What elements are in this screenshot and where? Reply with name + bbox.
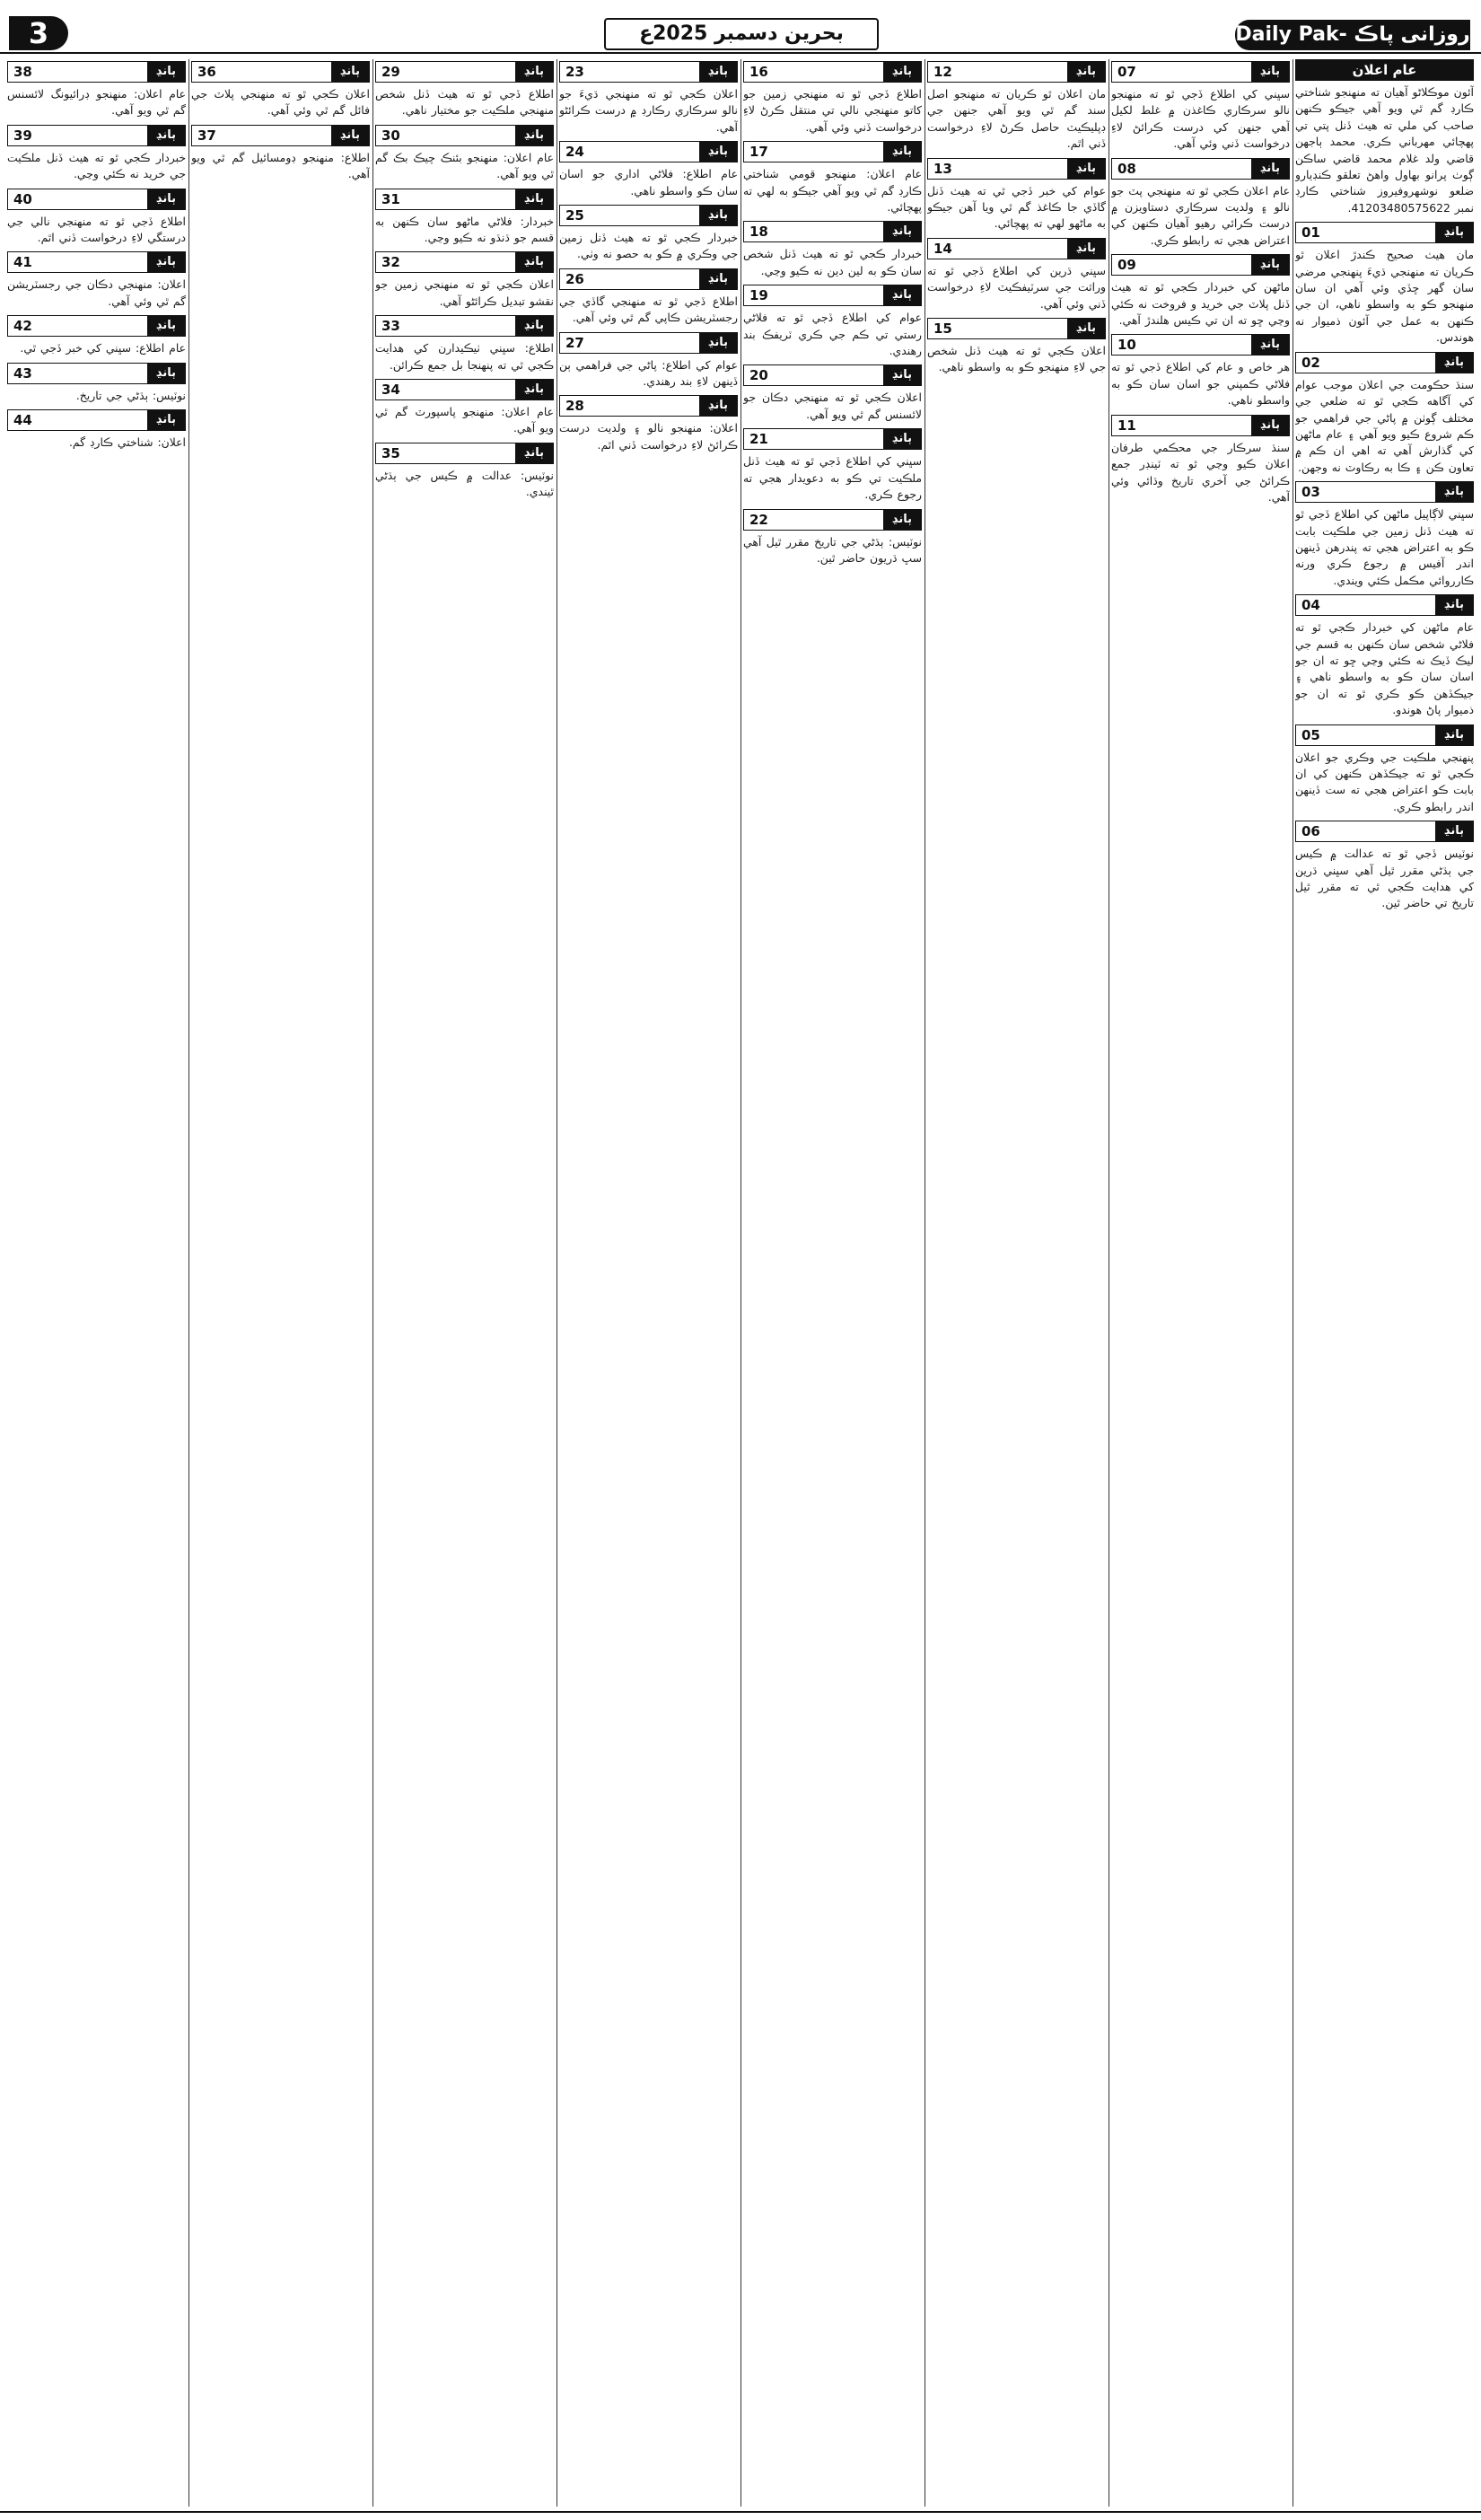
notice-number-bar [7, 363, 186, 384]
notice-tag: ٻانڍ [1067, 62, 1105, 82]
notice-number: 36 [197, 64, 216, 80]
notice-number-bar [927, 318, 1106, 339]
notice-number: 26 [565, 270, 584, 287]
notice-text: ماڻهن کي خبردار ڪجي ٿو ته هيٺ ڏنل پلاٽ جي خريد و فروخت نه ڪئي وڃي ڇو ته ان تي ڪيس هلندڙ آهي. [1111, 280, 1290, 328]
notice-number: 11 [1117, 417, 1136, 434]
notice-tag: ٻانڍ [1251, 416, 1289, 435]
notice-number-bar [375, 315, 554, 337]
column-5 [559, 59, 738, 2507]
notice-number-bar [1295, 821, 1474, 842]
notice-text: اعلان: منهنجي دڪان جي رجسٽريشن گم ٿي وئي آهي. [7, 277, 186, 308]
notice-text: عوام کي خبر ڏجي ٿي ته هيٺ ڏنل گاڏي جا ڪاغذ گم ٿي ويا آهن جيڪو به ماڻهو لهي ته پهچائي. [927, 183, 1106, 231]
notice-text: اعلان ڪجي ٿو ته منهنجي ڌيءَ جو نالو سرڪاري رڪارڊ ۾ درست ڪرائڻو آهي. [559, 87, 738, 134]
page-number: 3 [9, 16, 68, 50]
notice-tag: ٻانڍ [1067, 319, 1105, 338]
notice-number-bar [375, 251, 554, 273]
notice-number: 03 [1301, 484, 1320, 501]
notice-tag: ٻانڍ [331, 62, 369, 82]
notice-text: سڀني لاڳاپيل ماڻهن کي اطلاع ڏجي ٿو ته هيٺ ڏنل زمين جي ملڪيت بابت ڪو به اعتراض هجي ته پندرهن ڏينهن اندر آفيس ۾ رجوع ڪري ورنه ڪارروائي مڪمل ڪئي ويندي. [1295, 507, 1474, 587]
notice-number-bar [375, 443, 554, 464]
notice-number-bar [559, 61, 738, 83]
notice-number-bar [1111, 158, 1290, 180]
notice-tag: ٻانڍ [1067, 239, 1105, 259]
notice [1295, 59, 1474, 216]
notice [743, 509, 922, 567]
notice [1111, 415, 1290, 506]
notice-text: عام اعلان: منهنجو پاسپورٽ گم ٿي ويو آهي. [375, 405, 554, 435]
notice-tag: ٻانڍ [515, 380, 553, 400]
notice [191, 125, 370, 183]
column-2 [1111, 59, 1290, 2507]
notice-text: عام اعلان: منهنجو بئنڪ چيڪ بڪ گم ٿي ويو آهي. [375, 150, 554, 181]
notice-number-bar [7, 409, 186, 431]
notice-number-bar [1111, 254, 1290, 276]
notice-text: نوٽيس: ٻڌڻي جي تاريخ مقرر ٿيل آهي سڀ ڌريون حاضر ٿين. [743, 534, 922, 565]
notice [1111, 334, 1290, 408]
notice-number-bar [743, 509, 922, 531]
notice-number: 17 [749, 144, 768, 161]
notice-number: 14 [933, 240, 952, 257]
notice-number: 21 [749, 431, 768, 448]
notice-number-bar [743, 141, 922, 162]
notice-tag: ٻانڍ [1067, 159, 1105, 179]
notice-tag: ٻانڍ [883, 365, 921, 385]
notice-number-bar [927, 61, 1106, 83]
notice-number-bar [191, 125, 370, 146]
notice-tag: ٻانڍ [699, 396, 737, 416]
notice-text: عوام کي اطلاع: پاڻي جي فراهمي ٻن ڏينهن لاءِ بند رهندي. [559, 357, 738, 389]
notice-text: نوٽيس: ٻڌڻي جي تاريخ. [75, 388, 186, 402]
notice-text: اطلاع ڏجي ٿو ته منهنجي نالي جي درستگي لاءِ درخواست ڏني اٿم. [7, 214, 186, 245]
notice-tag: ٻانڍ [1435, 725, 1473, 745]
notice-tag: ٻانڍ [699, 142, 737, 162]
notice-number: 37 [197, 127, 216, 144]
notice-text: مان اعلان ٿو ڪريان ته منهنجو اصل سند گم ٿي ويو آهي جنهن جي ڊپليڪيٽ حاصل ڪرڻ لاءِ درخواست ڏني اٿم. [927, 87, 1106, 151]
notice-text: اعلان ڪجي ٿو ته منهنجي زمين جو نقشو تبديل ڪرائڻو آهي. [375, 277, 554, 308]
notice-number-bar [743, 221, 922, 242]
notice [1295, 821, 1474, 912]
notice-tag: ٻانڍ [1251, 255, 1289, 275]
notice [927, 238, 1106, 312]
column-divider [556, 59, 557, 2507]
notice-number: 42 [13, 318, 32, 335]
notice-number: 39 [13, 127, 32, 144]
notice-number: 25 [565, 207, 584, 224]
notice-number: 09 [1117, 257, 1136, 274]
notice-number-bar [559, 268, 738, 290]
notice-tag: ٻانڍ [1435, 595, 1473, 615]
notice-number-bar [1295, 352, 1474, 373]
notice-text: عام ماڻهن کي خبردار ڪجي ٿو ته فلاڻي شخص سان ڪنهن به قسم جي ليڪ ڏيڪ نه ڪئي وڃي ڇو ته ان جو اسان سان ڪو به واسطو ناهي ۽ جيڪڏهن ڪو ڪري ٿو ته ان جو ذميوار پاڻ هوندو. [1295, 620, 1474, 717]
notice-number-bar [7, 315, 186, 337]
notice-text: خبردار ڪجي ٿو ته هيٺ ڏنل ملڪيت جي خريد نه ڪئي وڃي. [7, 150, 186, 181]
top-rule [0, 52, 1481, 54]
notice [743, 285, 922, 359]
notice-number-bar [375, 189, 554, 210]
column-divider [740, 59, 741, 2507]
notice-text: اعلان: شناختي ڪارڊ گم. [68, 435, 186, 450]
notice-number-bar [375, 379, 554, 400]
notice [375, 125, 554, 183]
notice [191, 61, 370, 119]
notice-tag: ٻانڍ [883, 62, 921, 82]
notice [927, 61, 1106, 153]
column-4 [743, 59, 922, 2507]
column-6 [375, 59, 554, 2507]
notice [375, 443, 554, 501]
notice-tag: ٻانڍ [883, 285, 921, 305]
notice-number-bar [1295, 222, 1474, 243]
notice [7, 315, 186, 356]
notice-text: سنڌ سرڪار جي محڪمي طرفان اعلان ڪيو وڃي ٿو ته ٽينڊر جمع ڪرائڻ جي آخري تاريخ وڌائي وئي آهي. [1111, 440, 1290, 504]
notice-number-bar [559, 141, 738, 162]
column-divider [188, 59, 189, 2507]
notice-tag: ٻانڍ [147, 189, 185, 209]
notice-text: عام اعلان ڪجي ٿو ته منهنجي پٽ جو نالو ۽ ولديت سرڪاري دستاويزن ۾ درست ڪرائي رهيو آهيان ڪنهن کي اعتراض هجي ته رابطو ڪري. [1111, 183, 1290, 247]
notice-number-bar [559, 332, 738, 354]
notice-text: اعلان ڪجي ٿو ته هيٺ ڏنل شخص جي لاءِ منهنجو ڪو به واسطو ناهي. [927, 344, 1106, 374]
notice-number-bar [1295, 724, 1474, 746]
notice-text: آئون موڪلاڻو آهيان ته منهنجو شناختي ڪارڊ گم ٿي ويو آهي جيڪو ڪنهن صاحب کي ملي ته هيٺ ڏنل پتي تي پهچائي مهرباني ڪري. محمد ٻاجهن قاضي ولد غلام محمد قاضي ساڪن ڳوٺ پرانو بهاول واهڻ تعلقو ڪنڊيارو ضلعو نوشهروفيروز شناختي ڪارڊ نمبر 41203480575622. [1295, 85, 1474, 215]
notice [1111, 254, 1290, 329]
notice [559, 332, 738, 391]
notice-number: 31 [381, 190, 400, 207]
column-3 [927, 59, 1106, 2507]
notice-text: اطلاع: منهنجو ڊومسائيل گم ٿي ويو آهي. [191, 150, 370, 181]
notice-number-bar [559, 395, 738, 417]
notice-number: 01 [1301, 224, 1320, 241]
notice [1111, 61, 1290, 153]
notice-text: عام اطلاع: سڀني کي خبر ڏجي ٿي. [20, 341, 186, 356]
notice-number-bar [7, 61, 186, 83]
notice [7, 363, 186, 404]
bottom-rule [0, 2511, 1481, 2513]
notice [7, 409, 186, 451]
notice-heading: عام اعلان [1295, 59, 1474, 81]
notice-text: خبردار: فلاڻي ماڻهو سان ڪنهن به قسم جو ڌنڌو نه ڪيو وڃي. [375, 214, 554, 245]
notice-number: 40 [13, 190, 32, 207]
notice-number-bar [743, 364, 922, 386]
notice-number: 02 [1301, 354, 1320, 371]
notice-text: عوام کي اطلاع ڏجي ٿو ته فلاڻي رستي تي ڪم جي ڪري ٽريفڪ بند رهندي. [743, 311, 922, 358]
notice-tag: ٻانڍ [883, 510, 921, 530]
notice-text: اطلاع ڏجي ٿو ته منهنجي زمين جو کاتو منهنجي نالي تي منتقل ڪرڻ لاءِ درخواست ڏني وئي آهي. [743, 87, 922, 134]
notice-tag: ٻانڍ [515, 316, 553, 336]
notice [1295, 724, 1474, 816]
notice [1295, 222, 1474, 346]
notice-tag: ٻانڍ [1251, 335, 1289, 355]
notice-number-bar [743, 285, 922, 306]
notice-number: 29 [381, 64, 400, 80]
notice [559, 395, 738, 453]
notice [375, 189, 554, 247]
notice-text: نوٽيس ڏجي ٿو ته عدالت ۾ ڪيس جي ٻڌڻي مقرر ٿيل آهي سڀني ڌرين کي هدايت ڪجي ٿي ته مقرر ٿيل تاريخ تي حاضر ٿين. [1295, 847, 1474, 910]
notice [375, 61, 554, 119]
notice-number: 10 [1117, 337, 1136, 354]
notice [743, 364, 922, 423]
notice-number: 19 [749, 287, 768, 304]
notice-number: 20 [749, 367, 768, 384]
notice [1111, 158, 1290, 250]
notice-tag: ٻانڍ [515, 189, 553, 209]
notice-tag: ٻانڍ [1435, 223, 1473, 242]
notice [7, 61, 186, 119]
notice [1295, 352, 1474, 476]
notice-number: 05 [1301, 726, 1320, 743]
notice-tag: ٻانڍ [1435, 353, 1473, 373]
notice-number: 43 [13, 364, 32, 382]
notice-number-bar [927, 238, 1106, 259]
notice-tag: ٻانڍ [1251, 159, 1289, 179]
notice-number: 38 [13, 64, 32, 80]
notice-tag: ٻانڍ [1251, 62, 1289, 82]
notice-number: 41 [13, 254, 32, 271]
notice-number-bar [7, 251, 186, 273]
notice [7, 189, 186, 247]
notice-tag: ٻانڍ [515, 252, 553, 272]
notice-number: 30 [381, 127, 400, 144]
notice-number: 33 [381, 318, 400, 335]
notice-tag: ٻانڍ [883, 222, 921, 241]
notice-text: سڀني کي اطلاع ڏجي ٿو ته هيٺ ڏنل ملڪيت تي ڪو به دعويدار هجي ته رجوع ڪري. [743, 454, 922, 502]
notice-number: 04 [1301, 597, 1320, 614]
notice-number-bar [375, 61, 554, 83]
notice-number: 12 [933, 64, 952, 80]
notice-tag: ٻانڍ [147, 126, 185, 145]
notice-number: 24 [565, 144, 584, 161]
notice [559, 61, 738, 136]
notice-tag: ٻانڍ [515, 62, 553, 82]
notice-tag: ٻانڍ [1435, 821, 1473, 841]
notice-text: اعلان ڪجي ٿو ته منهنجي پلاٽ جي فائل گم ٿي وئي آهي. [191, 87, 370, 118]
notice [743, 428, 922, 503]
column-8 [7, 59, 186, 2507]
notice-text: اعلان: منهنجو نالو ۽ ولديت درست ڪرائڻ لاءِ درخواست ڏني اٿم. [559, 421, 738, 452]
notice-text: خبردار ڪجي ٿو ته هيٺ ڏنل شخص سان ڪو به لين دين نه ڪيو وڃي. [743, 247, 922, 277]
notice-number-bar [7, 125, 186, 146]
notice [743, 61, 922, 136]
masthead [0, 0, 1481, 56]
notice [7, 251, 186, 310]
notice-tag: ٻانڍ [147, 316, 185, 336]
notice-number: 23 [565, 64, 584, 80]
notice-tag: ٻانڍ [515, 443, 553, 463]
notice-number-bar [1111, 61, 1290, 83]
notice-tag: ٻانڍ [147, 252, 185, 272]
notice-text: عام اعلان: منهنجو قومي شناختي ڪارڊ گم ٿي ويو آهي جيڪو به لهي ته پهچائي. [743, 167, 922, 215]
notice-text: اطلاع ڏجي ٿو ته هيٺ ڏنل شخص منهنجي ملڪيت جو مختيار ناهي. [375, 87, 554, 118]
notice-number: 32 [381, 254, 400, 271]
issue-date: بحرین دسمبر 2025ع [604, 18, 879, 50]
notice-text: عام اطلاع: فلاڻي اداري جو اسان سان ڪو واسطو ناهي. [559, 167, 738, 198]
notice-text: اطلاع ڏجي ٿو ته منهنجي گاڏي جي رجسٽريشن ڪاپي گم ٿي وئي آهي. [559, 294, 738, 325]
notice-number-bar [743, 428, 922, 450]
notice-number-bar [1111, 415, 1290, 436]
notice-tag: ٻانڍ [883, 142, 921, 162]
column-7 [191, 59, 370, 2507]
notice [375, 379, 554, 437]
notice-number-bar [927, 158, 1106, 180]
notice-number: 44 [13, 412, 32, 429]
column-divider [372, 59, 373, 2507]
notice [1295, 481, 1474, 589]
notice [7, 125, 186, 183]
notice-tag: ٻانڍ [699, 206, 737, 225]
notice-number: 34 [381, 382, 400, 399]
notice-number-bar [191, 61, 370, 83]
notice [559, 205, 738, 263]
notice-text: سڀني کي اطلاع ڏجي ٿو ته منهنجو نالو سرڪاري ڪاغذن ۾ غلط لکيل آهي جنهن کي درست ڪرائڻ لاءِ درخواست ڏني وئي آهي. [1111, 87, 1290, 151]
notice-tag: ٻانڍ [699, 269, 737, 289]
notice [1295, 594, 1474, 718]
notice [927, 158, 1106, 233]
notice [559, 268, 738, 327]
notice-text: سنڌ حڪومت جي اعلان موجب عوام کي آگاهه ڪجي ٿو ته ضلعي جي مختلف ڳوٺن ۾ پاڻي جي فراهمي جو ڪم شروع ڪيو ويو آهي ۽ عام ماڻهن کي گذارش آهي ته اهي ان ڪم ۾ تعاون ڪن ۽ ڪا به رڪاوٽ نه وجهن. [1295, 377, 1474, 474]
notice-text: سڀني ڌرين کي اطلاع ڏجي ٿو ته وراثت جي سرٽيفڪيٽ لاءِ درخواست ڏني وئي آهي. [927, 263, 1106, 311]
notice-number-bar [1295, 594, 1474, 616]
notice-tag: ٻانڍ [699, 62, 737, 82]
notice-number: 15 [933, 320, 952, 338]
notice-number: 16 [749, 64, 768, 80]
notice-tag: ٻانڍ [331, 126, 369, 145]
notice-number: 07 [1117, 64, 1136, 80]
notice-text: پنهنجي ملڪيت جي وڪري جو اعلان ڪجي ٿو ته جيڪڏهن ڪنهن کي ان بابت ڪو اعتراض هجي ته ست ڏينهن اندر رابطو ڪري. [1295, 750, 1474, 813]
notice-text: هر خاص و عام کي اطلاع ڏجي ٿو ته فلاڻي ڪمپني جو اسان سان ڪو به واسطو ناهي. [1111, 360, 1290, 408]
notice-tag: ٻانڍ [147, 410, 185, 430]
notice [743, 221, 922, 279]
notice-text: اطلاع: سڀني ٺيڪيدارن کي هدايت ڪجي ٿي ته پنهنجا بل جمع ڪرائن. [375, 341, 554, 372]
notice-tag: ٻانڍ [147, 364, 185, 383]
notice [559, 141, 738, 199]
notice-text: نوٽيس: عدالت ۾ ڪيس جي ٻڌڻي ٿيندي. [375, 468, 554, 499]
notice-tag: ٻانڍ [699, 333, 737, 353]
notice-number: 27 [565, 334, 584, 351]
column-1 [1295, 59, 1474, 2507]
notice-number: 35 [381, 444, 400, 461]
notice [743, 141, 922, 215]
notice-number-bar [375, 125, 554, 146]
notice-number-bar [7, 189, 186, 210]
notice-number: 18 [749, 224, 768, 241]
notice-number: 22 [749, 511, 768, 528]
notice-tag: ٻانڍ [883, 429, 921, 449]
notice-number: 13 [933, 160, 952, 177]
newspaper-title: Daily Pak- روزانی پاڪ [1235, 20, 1470, 50]
notice-text: خبردار ڪجي ٿو ته هيٺ ڏنل زمين جي وڪري ۾ ڪو به حصو نه وٺي. [559, 231, 738, 261]
notice-number-bar [559, 205, 738, 226]
notice-text: اعلان ڪجي ٿو ته منهنجي دڪان جو لائسنس گم ٿي ويو آهي. [743, 391, 922, 421]
notice [375, 315, 554, 373]
notice-tag: ٻانڍ [515, 126, 553, 145]
notice [375, 251, 554, 310]
notice-number-bar [1111, 334, 1290, 356]
notice-text: عام اعلان: منهنجو ڊرائيونگ لائسنس گم ٿي ويو آهي. [7, 87, 186, 118]
notice-text: مان هيٺ صحيح ڪندڙ اعلان ٿو ڪريان ته منهنجي ڌيءَ پنهنجي مرضي سان گهر ڇڏي وئي آهي ان سان منهنجو ڪو به واسطو ناهي، ان جي ڪنهن به عمل جي آئون ذميوار نه هوندس. [1295, 248, 1474, 345]
notice-tag: ٻانڍ [1435, 482, 1473, 502]
notice-number-bar [743, 61, 922, 83]
notice [927, 318, 1106, 376]
notice-tag: ٻانڍ [147, 62, 185, 82]
notice-number: 28 [565, 398, 584, 415]
notice-number: 08 [1117, 160, 1136, 177]
notice-number: 06 [1301, 823, 1320, 840]
notice-number-bar [1295, 481, 1474, 503]
